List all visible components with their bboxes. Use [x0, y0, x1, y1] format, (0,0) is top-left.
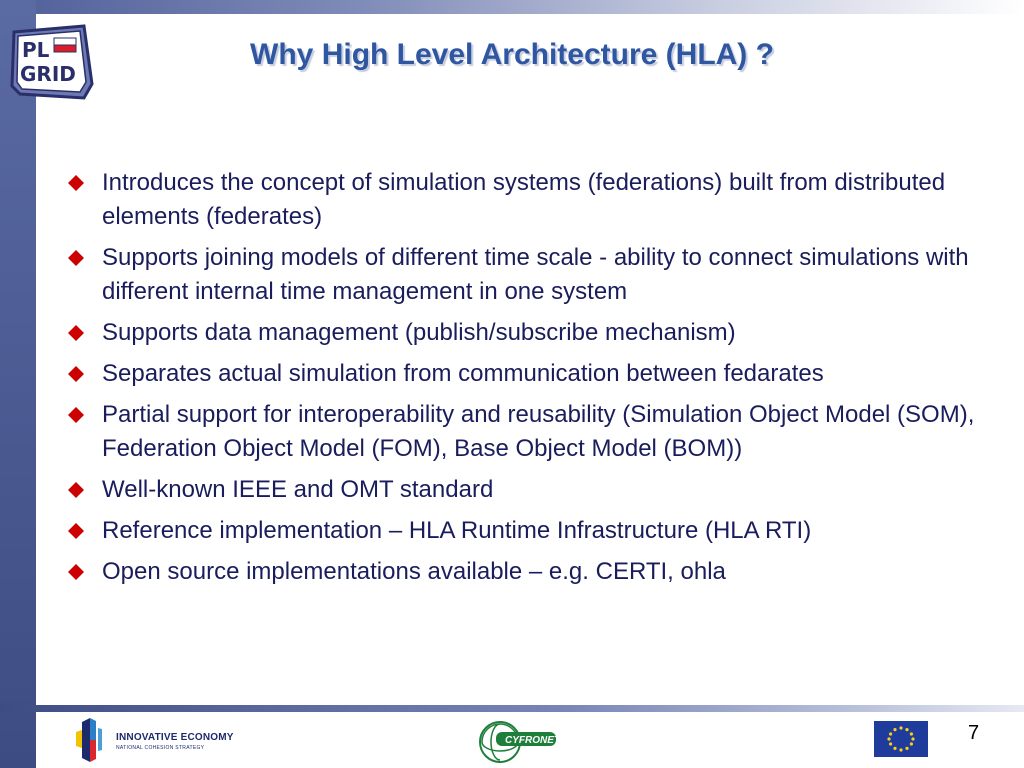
bottom-decor-band	[0, 705, 1024, 712]
red-diamond-icon	[68, 407, 84, 423]
plgrid-logo-line2: GRID	[20, 62, 76, 86]
bullet-text: Supports data management (publish/subscribe mechanism)	[102, 319, 736, 346]
bullet-text: Partial support for interoperability and reusability (Simulation Object Model (SOM), Federation Object Model (FOM), Base Object Model (BOM))	[102, 401, 975, 462]
red-diamond-icon	[68, 564, 84, 580]
bullet-item	[66, 398, 976, 466]
eu-flag-icon	[874, 721, 928, 757]
top-decor-band	[0, 0, 1024, 14]
innovative-economy-name: INNOVATIVE ECONOMY	[116, 732, 234, 743]
bullet-item	[66, 555, 976, 589]
bullet-text: Introduces the concept of simulation systems (federations) built from distributed elements (federates)	[102, 169, 946, 230]
cyfronet-logo-text: CYFRONET	[505, 735, 560, 746]
red-diamond-icon	[68, 482, 84, 498]
innovative-economy-emblem-icon	[72, 718, 108, 762]
bullet-text: Well-known IEEE and OMT standard	[102, 476, 494, 503]
bullet-text: Separates actual simulation from communication between fedarates	[102, 360, 824, 387]
red-diamond-icon	[68, 523, 84, 539]
bullet-text: Open source implementations available – e.g. CERTI, ohla	[102, 558, 726, 585]
innovative-economy-logo	[72, 718, 272, 762]
red-diamond-icon	[68, 250, 84, 266]
bullet-list	[66, 166, 976, 596]
bullet-item	[66, 357, 976, 391]
bullet-item	[66, 241, 976, 309]
red-diamond-icon	[68, 366, 84, 382]
cyfronet-logo	[476, 718, 566, 764]
bullet-item	[66, 473, 976, 507]
innovative-economy-subtitle: NATIONAL COHESION STRATEGY	[116, 745, 205, 751]
bullet-item	[66, 316, 976, 350]
bullet-text: Reference implementation – HLA Runtime Infrastructure (HLA RTI)	[102, 517, 812, 544]
bullet-item	[66, 166, 976, 234]
footer	[36, 712, 1024, 768]
plgrid-logo-line1: PL	[22, 38, 50, 62]
red-diamond-icon	[68, 175, 84, 191]
slide-title: Why High Level Architecture (HLA) ?	[250, 38, 774, 71]
plgrid-logo	[10, 24, 94, 102]
bullet-item	[66, 514, 976, 548]
page-number: 7	[968, 722, 980, 744]
bullet-text: Supports joining models of different time scale - ability to connect simulations with different internal time management in one system	[102, 244, 969, 305]
red-diamond-icon	[68, 325, 84, 341]
left-decor-band	[0, 0, 36, 768]
